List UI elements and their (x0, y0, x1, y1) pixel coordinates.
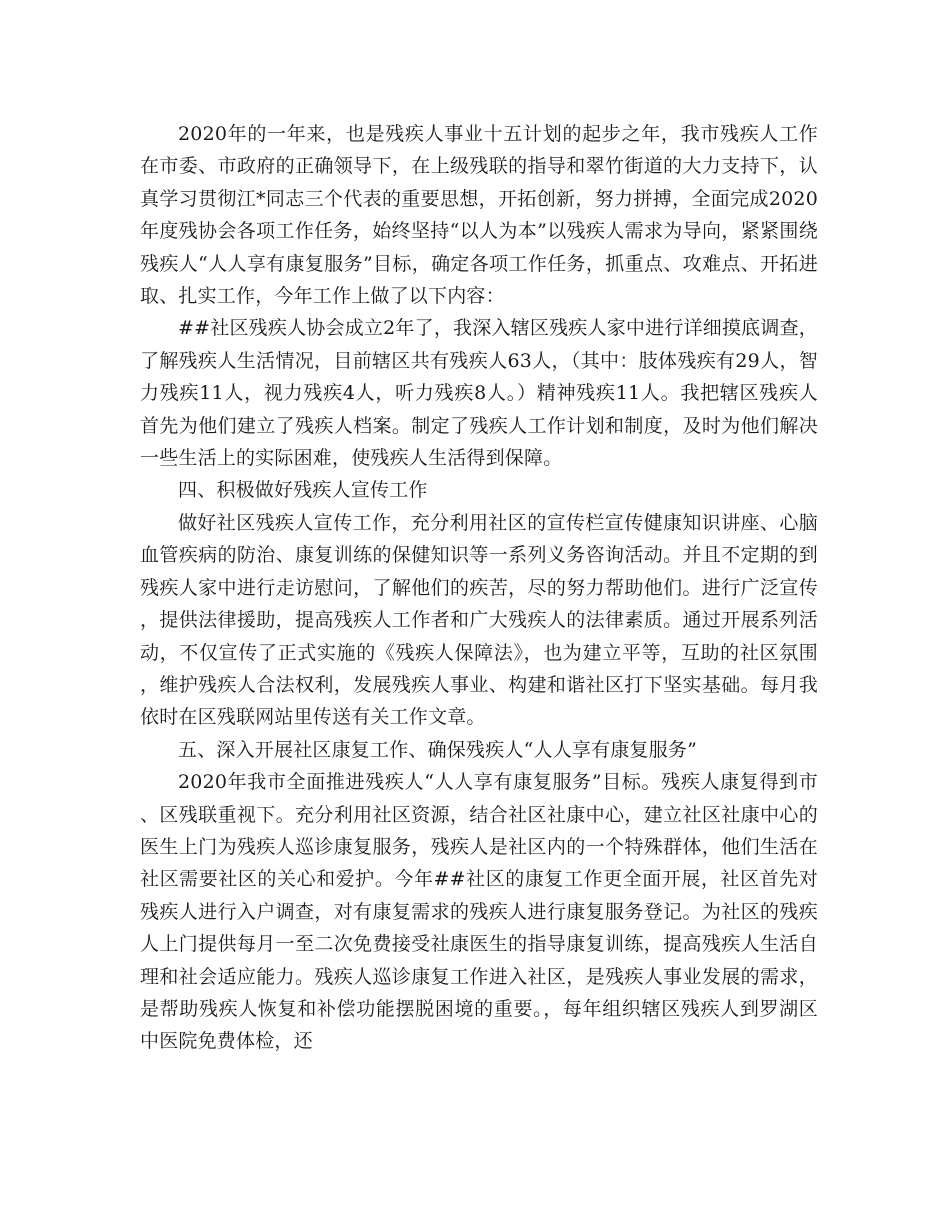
paragraph-rehabilitation: 2020年我市全面推进残疾人“人人享有康复服务”目标。残疾人康复得到市、区残联重视下。充分利用社区资源，结合社区社康中心，建立社区社康中心的医生上门为残疾人巡诊康复服务，残疾人是社区内的一个特殊群体，他们生活在社区需要社区的关心和爱护。今年##社区的康复工作更全面开展，社区首先对残疾人进行入户调查，对有康复需求的残疾人进行康复服务登记。为社区的残疾人上门提供每月一至二次免费接受社康医生的指导康复训练，提高残疾人生活自理和社会适应能力。残疾人巡诊康复工作进入社区，是残疾人事业发展的需求，是帮助残疾人恢复和补偿功能摆脱困境的重要。，每年组织辖区残疾人到罗湖区中医院免费体检，还 (140, 771, 818, 1053)
section-heading-publicity: 四、积极做好残疾人宣传工作 (178, 479, 428, 502)
section-heading-rehabilitation: 五、深入开展社区康复工作、确保残疾人“人人享有康复服务” (178, 738, 698, 761)
document-body (140, 118, 818, 1058)
paragraph-association-survey: ##社区残疾人协会成立2年了，我深入辖区残疾人家中进行详细摸底调查，了解残疾人生活情况，目前辖区共有残疾人63人，（其中：肢体残疾有29人，智力残疾11人，视力残疾4人，听力残疾8人。）精神残疾11人。我把辖区残疾人首先为他们建立了残疾人档案。制定了残疾人工作计划和制度，及时为他们解决一些生活上的实际困难，使残疾人生活得到保障。 (140, 317, 818, 470)
paragraph-publicity: 做好社区残疾人宣传工作，充分利用社区的宣传栏宣传健康知识讲座、心脑血管疾病的防治、康复训练的保健知识等一系列义务咨询活动。并且不定期的到残疾人家中进行走访慰问，了解他们的疾苦，尽的努力帮助他们。进行广泛宣传，提供法律援助，提高残疾人工作者和广大残疾人的法律素质。通过开展系列活动，不仅宣传了正式实施的《残疾人保障法》，也为建立平等，互助的社区氛围，维护残疾人合法权利，发展残疾人事业、构建和谐社区打下坚实基础。每月我依时在区残联网站里传送有关工作文章。 (140, 511, 818, 729)
paragraph-intro: 2020年的一年来，也是残疾人事业十五计划的起步之年，我市残疾人工作在市委、市政府的正确领导下，在上级残联的指导和翠竹街道的大力支持下，认真学习贯彻江*同志三个代表的重要思想，开拓创新，努力拼搏，全面完成2020年度残协会各项工作任务，始终坚持“以人为本”以残疾人需求为导向，紧紧围绕残疾人“人人享有康复服务”目标，确定各项工作任务，抓重点、攻难点、开拓进取、扎实工作，今年工作上做了以下内容： (140, 123, 818, 308)
